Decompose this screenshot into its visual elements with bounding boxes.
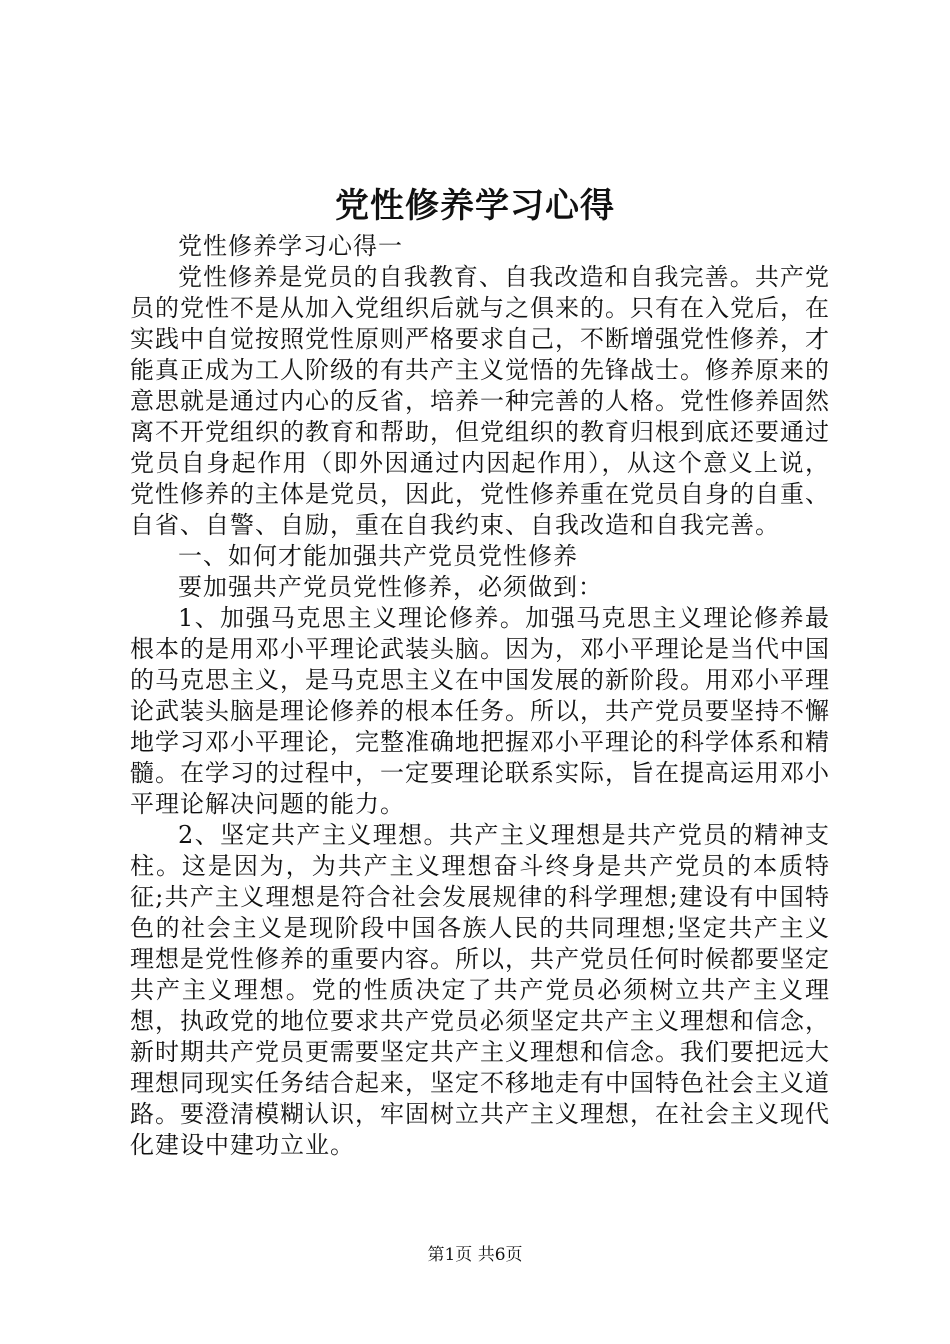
paragraph: 1、加强马克思主义理论修养。加强马克思主义理论修养最根本的是用邓小平理论武装头脑。因为，邓小平理论是当代中国的马克思主义，是马克思主义在中国发展的新阶段。用邓小平理论武装头脑是理论修养的根本任务。所以，共产党员要坚持不懈地学习邓小平理论，完整准确地把握邓小平理论的科学体系和精髓。在学习的过程中，一定要理论联系实际，旨在提高运用邓小平理论解决问题的能力。 [130, 604, 830, 818]
section-heading: 一、如何才能加强共产党员党性修养 [178, 542, 578, 570]
section-heading: 党性修养学习心得一 [178, 232, 403, 260]
paragraph: 2、坚定共产主义理想。共产主义理想是共产党员的精神支柱。这是因为，为共产主义理想奋斗终身是共产党员的本质特征;共产主义理想是符合社会发展规律的科学理想;建设有中国特色的社会主义是现阶段中国各族人民的共同理想;坚定共产主义理想是党性修养的重要内容。所以，共产党员任何时候都要坚定共产主义理想。党的性质决定了共产党员必须树立共产主义理想，执政党的地位要求共产党员必须坚定共产主义理想和信念，新时期共产党员更需要坚定共产主义理想和信念。我们要把远大理想同现实任务结合起来，坚定不移地走有中国特色社会主义道路。要澄清模糊认识，牢固树立共产主义理想，在社会主义现代化建设中建功立业。 [130, 821, 830, 1159]
document-body [130, 231, 830, 1161]
paragraph: 党性修养是党员的自我教育、自我改造和自我完善。共产党员的党性不是从加入党组织后就与之俱来的。只有在入党后，在实践中自觉按照党性原则严格要求自己，不断增强党性修养，才能真正成为工人阶级的有共产主义觉悟的先锋战士。修养原来的意思就是通过内心的反省，培养一种完善的人格。党性修养固然离不开党组织的教育和帮助，但党组织的教育归根到底还要通过党员自身起作用（即外因通过内因起作用），从这个意义上说，党性修养的主体是党员，因此，党性修养重在党员自身的自重、自省、自警、自励，重在自我约束、自我改造和自我完善。 [130, 263, 830, 539]
paragraph: 要加强共产党员党性修养，必须做到： [178, 573, 603, 601]
page-footer: 第1页 共6页 [427, 1245, 523, 1265]
page-title: 党性修养学习心得 [335, 186, 615, 226]
